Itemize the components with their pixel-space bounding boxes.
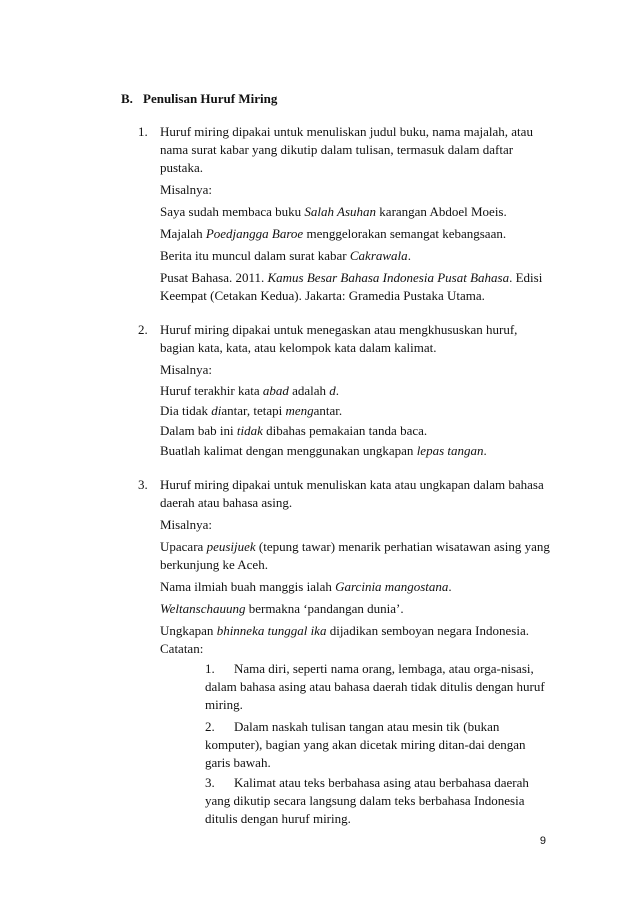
item-text-line: bagian kata, kata, atau kelompok kata dalam kalimat. [160, 340, 437, 355]
note-line: dalam bahasa asing atau bahasa daerah tidak ditulis dengan huruf [205, 679, 545, 694]
example-line: Pusat Bahasa. 2011. Kamus Besar Bahasa Indonesia Pusat Bahasa. Edisi [160, 270, 543, 285]
example-label: Misalnya: [160, 182, 212, 197]
section-label: B. [121, 91, 133, 106]
example-line: Huruf terakhir kata abad adalah d. [160, 383, 340, 398]
item-text-line: nama surat kabar yang dikutip dalam tulisan, termasuk dalam daftar [160, 142, 514, 157]
item-text-line: pustaka. [160, 160, 203, 175]
note-label: Catatan: [160, 641, 204, 656]
item-number: 3. [138, 477, 148, 492]
example-label: Misalnya: [160, 517, 212, 532]
note-line: miring. [205, 697, 243, 712]
section-title: Penulisan Huruf Miring [143, 91, 278, 106]
note-line: Nama diri, seperti nama orang, lembaga, atau orga-nisasi, [234, 661, 534, 676]
example-line: Saya sudah membaca buku Salah Asuhan karangan Abdoel Moeis. [160, 204, 507, 219]
item-text-line: Huruf miring dipakai untuk menegaskan atau mengkhususkan huruf, [160, 322, 518, 337]
note-line: Dalam naskah tulisan tangan atau mesin tik (bukan [234, 719, 500, 734]
note-line: komputer), bagian yang akan dicetak miring ditan-dai dengan [205, 737, 526, 752]
note-number: 3. [205, 775, 215, 790]
example-line: Berita itu muncul dalam surat kabar Cakrawala. [160, 248, 411, 263]
item-text-line: Huruf miring dipakai untuk menuliskan kata atau ungkapan dalam bahasa [160, 477, 544, 492]
example-label: Misalnya: [160, 362, 212, 377]
item-number: 2. [138, 322, 148, 337]
note-line: yang dikutip secara langsung dalam teks berbahasa Indonesia [205, 793, 525, 808]
example-line: Weltanschauung bermakna ‘pandangan dunia’. [160, 601, 404, 616]
example-line: Keempat (Cetakan Kedua). Jakarta: Gramedia Pustaka Utama. [160, 288, 485, 303]
note-number: 2. [205, 719, 215, 734]
example-line: Ungkapan bhinneka tunggal ika dijadikan semboyan negara Indonesia. [160, 623, 529, 638]
note-line: Kalimat atau teks berbahasa asing atau berbahasa daerah [234, 775, 529, 790]
example-line: Nama ilmiah buah manggis ialah Garcinia mangostana. [160, 579, 452, 594]
example-line: Majalah Poedjangga Baroe menggelorakan semangat kebangsaan. [160, 226, 507, 241]
note-line: ditulis dengan huruf miring. [205, 811, 351, 826]
example-line: Upacara peusijuek (tepung tawar) menarik perhatian wisatawan asing yang [160, 539, 550, 554]
example-line: berkunjung ke Aceh. [160, 557, 268, 572]
note-number: 1. [205, 661, 215, 676]
item-number: 1. [138, 124, 148, 139]
item-text-line: daerah atau bahasa asing. [160, 495, 293, 510]
page-number: 9 [539, 835, 546, 847]
item-text-line: Huruf miring dipakai untuk menuliskan judul buku, nama majalah, atau [160, 124, 533, 139]
example-line: Dia tidak diantar, tetapi mengantar. [160, 403, 343, 418]
example-line: Buatlah kalimat dengan menggunakan ungkapan lepas tangan. [160, 443, 487, 458]
note-line: garis bawah. [205, 755, 271, 770]
example-line: Dalam bab ini tidak dibahas pemakaian tanda baca. [160, 423, 428, 438]
